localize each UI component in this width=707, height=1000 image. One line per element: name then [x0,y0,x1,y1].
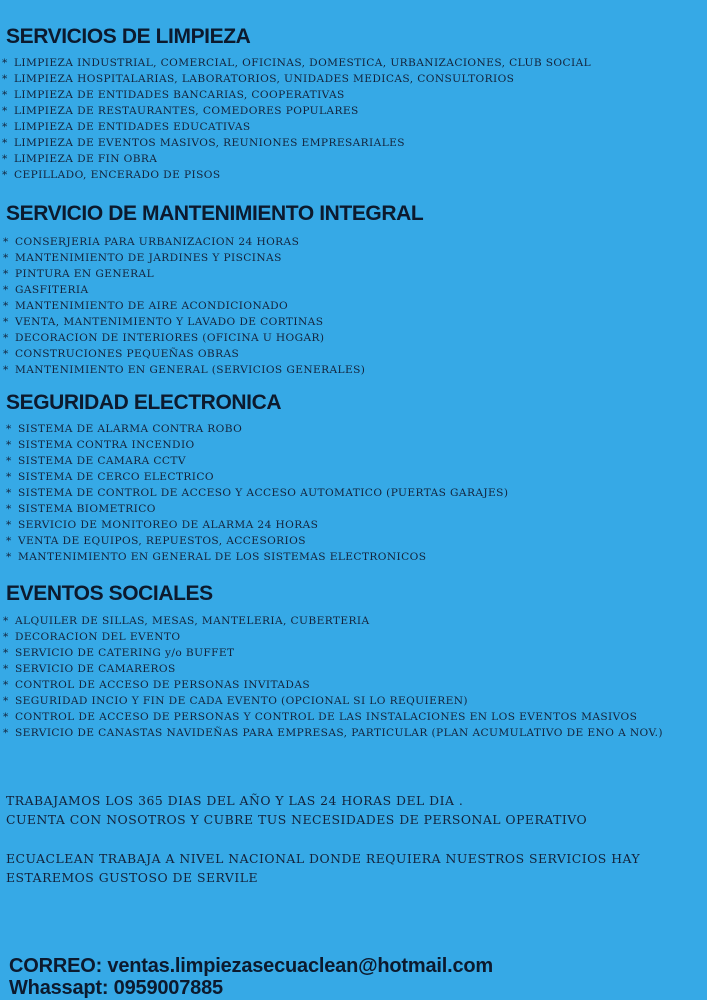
contact-email: CORREO: ventas.limpiezasecuaclean@hotmail.com [9,955,493,977]
list-item-text: DECORACION DEL EVENTO [15,631,181,643]
coverage-paragraph [6,849,696,887]
list-item [4,517,707,533]
bullet-star-icon: * [6,519,12,531]
list-item-text: SEGURIDAD INCIO Y FIN DE CADA EVENTO (OPCIONAL SI LO REQUIEREN) [15,695,468,707]
bullet-star-icon: * [3,679,9,691]
bullet-star-icon: * [3,300,9,312]
list-item [0,167,707,183]
list-item-text: SERVICIO DE CATERING y/o BUFFET [15,647,235,659]
bullet-star-icon: * [6,455,12,467]
list-item [4,485,707,501]
bullet-star-icon: * [3,348,9,360]
list-item [1,362,707,378]
list-item-text: LIMPIEZA DE ENTIDADES EDUCATIVAS [14,121,251,133]
bullet-star-icon: * [6,471,12,483]
service-list [0,613,707,741]
list-item [1,725,707,741]
bullet-star-icon: * [2,137,8,149]
list-item-text: MANTENIMIENTO DE JARDINES Y PISCINAS [15,252,282,264]
list-item-text: LIMPIEZA DE FIN OBRA [14,153,158,165]
list-item [1,266,707,282]
bullet-star-icon: * [6,423,12,435]
list-item [1,234,707,250]
bullet-star-icon: * [6,503,12,515]
section-seguridad [0,390,707,565]
bullet-star-icon: * [3,284,9,296]
list-item [1,629,707,645]
list-item-text: SISTEMA CONTRA INCENDIO [18,439,195,451]
list-item-text: DECORACION DE INTERIORES (OFICINA U HOGAR) [15,332,325,344]
list-item [0,151,707,167]
paragraph-line: CUENTA CON NOSOTROS Y CUBRE TUS NECESIDADES DE PERSONAL OPERATIVO [6,812,588,827]
section-mantenimiento [0,201,707,378]
bullet-star-icon: * [6,535,12,547]
contact-phone: Whassapt: 0959007885 [9,977,223,999]
bullet-star-icon: * [3,663,9,675]
bullet-star-icon: * [3,727,9,739]
list-item-text: VENTA DE EQUIPOS, REPUESTOS, ACCESORIOS [18,535,306,547]
paragraph-line: TRABAJAMOS LOS 365 DIAS DEL AÑO Y LAS 24 HORAS DEL DIA . [6,793,464,808]
list-item-text: LIMPIEZA HOSPITALARIAS, LABORATORIOS, UNIDADES MEDICAS, CONSULTORIOS [14,73,515,85]
bullet-star-icon: * [2,73,8,85]
list-item [4,453,707,469]
list-item [0,103,707,119]
list-item [1,250,707,266]
paragraph-line: ESTAREMOS GUSTOSO DE SERVILE [6,870,259,885]
list-item-text: SERVICIO DE CANASTAS NAVIDEÑAS PARA EMPRESAS, PARTICULAR (PLAN ACUMULATIVO DE ENO A NOV.) [15,727,663,739]
list-item-text: GASFITERIA [15,284,89,296]
list-item [4,421,707,437]
bullet-star-icon: * [2,153,8,165]
list-item-text: PINTURA EN GENERAL [15,268,155,280]
section-limpieza [0,24,707,183]
list-item [4,533,707,549]
list-item [4,469,707,485]
bullet-star-icon: * [3,364,9,376]
list-item [1,709,707,725]
list-item-text: CONSERJERIA PARA URBANIZACION 24 HORAS [15,236,300,248]
list-item-text: LIMPIEZA INDUSTRIAL, COMERCIAL, OFICINAS, DOMESTICA, URBANIZACIONES, CLUB SOCIAL [14,57,592,69]
bullet-star-icon: * [3,316,9,328]
list-item-text: ALQUILER DE SILLAS, MESAS, MANTELERIA, CUBERTERIA [15,615,370,627]
bullet-star-icon: * [6,439,12,451]
list-item-text: MANTENIMIENTO EN GENERAL (SERVICIOS GENERALES) [15,364,366,376]
list-item [0,135,707,151]
list-item-text: CONTROL DE ACCESO DE PERSONAS Y CONTROL DE LAS INSTALACIONES EN LOS EVENTOS MASIVOS [15,711,638,723]
bullet-star-icon: * [6,551,12,563]
list-item [1,645,707,661]
list-item [1,346,707,362]
section-title: EVENTOS SOCIALES [6,582,213,605]
list-item-text: SISTEMA DE CERCO ELECTRICO [18,471,214,483]
bullet-star-icon: * [3,252,9,264]
list-item [0,55,707,71]
list-item [4,549,707,565]
bullet-star-icon: * [3,711,9,723]
section-eventos [0,581,707,741]
service-list [0,234,707,378]
availability-paragraph [6,791,696,829]
list-item [1,330,707,346]
list-item-text: CEPILLADO, ENCERADO DE PISOS [14,169,221,181]
bullet-star-icon: * [2,105,8,117]
bullet-star-icon: * [6,487,12,499]
list-item-text: LIMPIEZA DE RESTAURANTES, COMEDORES POPULARES [14,105,359,117]
section-title: SEGURIDAD ELECTRONICA [6,391,282,414]
list-item-text: LIMPIEZA DE ENTIDADES BANCARIAS, COOPERATIVAS [14,89,345,101]
list-item-text: LIMPIEZA DE EVENTOS MASIVOS, REUNIONES EMPRESARIALES [14,137,405,149]
list-item [1,314,707,330]
paragraph-line: ECUACLEAN TRABAJA A NIVEL NACIONAL DONDE REQUIERA NUESTROS SERVICIOS HAY [6,851,641,866]
list-item-text: MANTENIMIENTO EN GENERAL DE LOS SISTEMAS ELECTRONICOS [18,551,427,563]
section-title: SERVICIOS DE LIMPIEZA [6,25,251,48]
list-item [0,71,707,87]
list-item [1,693,707,709]
list-item-text: CONTROL DE ACCESO DE PERSONAS INVITADAS [15,679,311,691]
bullet-star-icon: * [2,169,8,181]
list-item-text: MANTENIMIENTO DE AIRE ACONDICIONADO [15,300,289,312]
list-item [0,87,707,103]
section-title: SERVICIO DE MANTENIMIENTO INTEGRAL [6,202,424,225]
bullet-star-icon: * [2,89,8,101]
list-item [1,661,707,677]
bullet-star-icon: * [3,268,9,280]
bullet-star-icon: * [3,695,9,707]
list-item [1,677,707,693]
list-item [4,501,707,517]
list-item [0,119,707,135]
list-item [1,298,707,314]
bullet-star-icon: * [2,57,8,69]
list-item-text: SISTEMA DE CAMARA CCTV [18,455,186,467]
bullet-star-icon: * [3,631,9,643]
list-item-text: SISTEMA DE ALARMA CONTRA ROBO [18,423,243,435]
bullet-star-icon: * [2,121,8,133]
list-item-text: CONSTRUCIONES PEQUEÑAS OBRAS [15,348,240,360]
list-item-text: SISTEMA DE CONTROL DE ACCESO Y ACCESO AUTOMATICO (PUERTAS GARAJES) [18,487,509,499]
list-item [4,437,707,453]
list-item [1,282,707,298]
list-item-text: SISTEMA BIOMETRICO [18,503,156,515]
list-item-text: VENTA, MANTENIMIENTO Y LAVADO DE CORTINAS [15,316,324,328]
bullet-star-icon: * [3,236,9,248]
bullet-star-icon: * [3,647,9,659]
bullet-star-icon: * [3,615,9,627]
service-list [0,55,707,183]
bullet-star-icon: * [3,332,9,344]
list-item-text: SERVICIO DE MONITOREO DE ALARMA 24 HORAS [18,519,319,531]
list-item [1,613,707,629]
service-list [0,421,707,565]
list-item-text: SERVICIO DE CAMAREROS [15,663,176,675]
